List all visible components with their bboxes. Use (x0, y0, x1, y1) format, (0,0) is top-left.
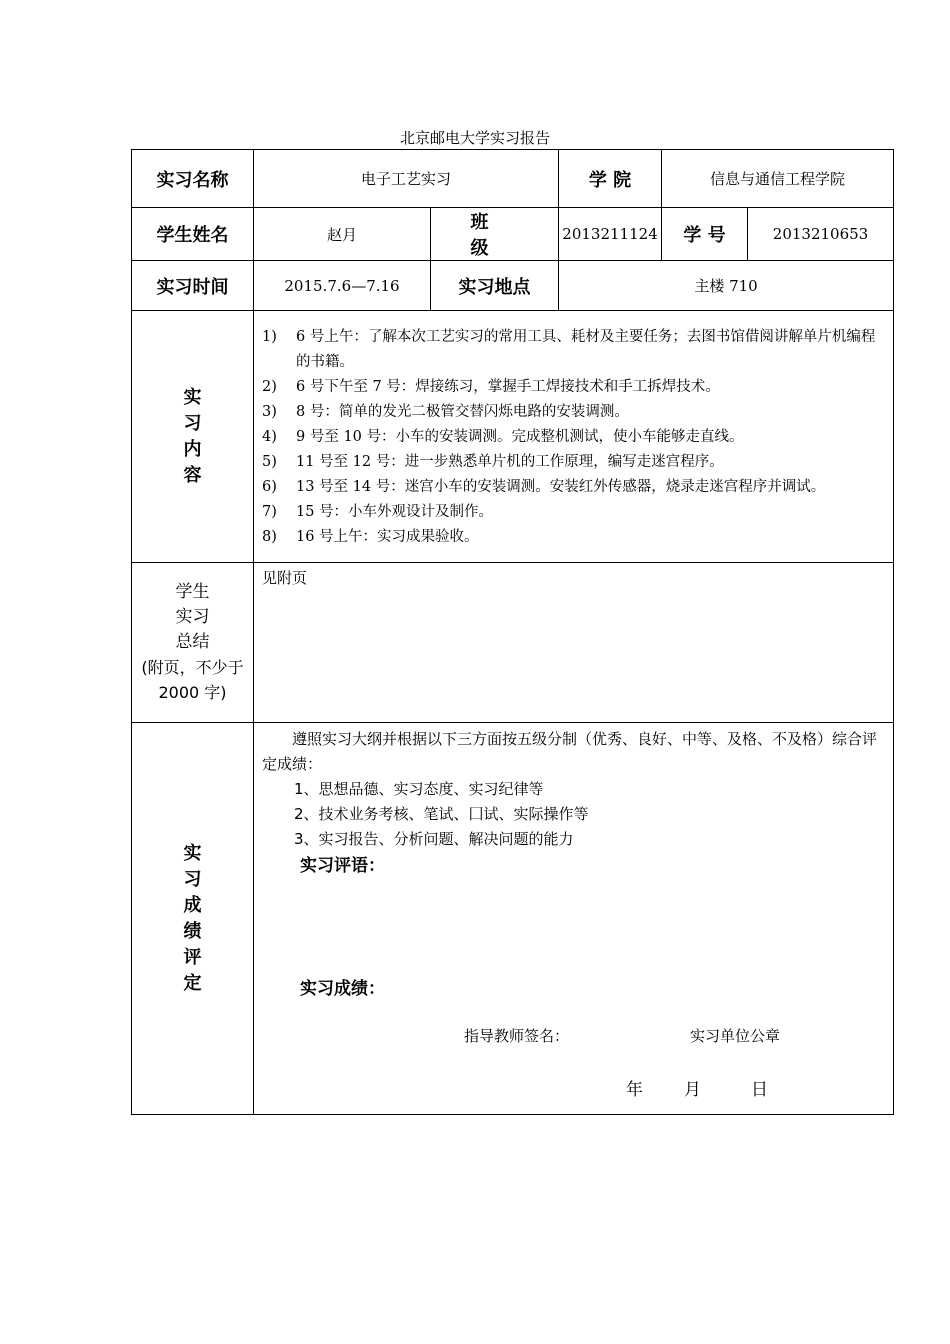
row-content (132, 311, 894, 563)
criteria-item: 1、思想品德、实习态度、实习纪律等 (294, 780, 544, 798)
id-value: 2013210653 (748, 208, 894, 261)
date-month: 月 (684, 1080, 701, 1100)
place-label: 实习地点 (431, 261, 559, 311)
list-item: 8) 16 号上午：实习成果验收。 (262, 529, 479, 545)
place-value: 主楼 710 (559, 261, 894, 311)
grade-label: 实习成绩： (300, 979, 385, 999)
list-item: 6) 13 号至 14 号：迷宫小车的安装调测。安装红外传感器，烧录走迷宫程序并调试。 (262, 479, 826, 495)
teacher-signature-label: 指导教师签名： (464, 1027, 570, 1045)
criteria-item: 3、实习报告、分析问题、解决问题的能力 (294, 830, 574, 848)
list-item: 3) 8 号：简单的发光二极管交替闪烁电路的安装调测。 (262, 404, 629, 420)
comment-label: 实习评语： (300, 856, 385, 876)
report-table (131, 149, 894, 1115)
content-body (254, 311, 894, 563)
evaluation-body (254, 723, 894, 1115)
date-year: 年 (626, 1080, 643, 1100)
list-item: 5) 11 号至 12 号：进一步熟悉单片机的工作原理，编写走迷宫程序。 (262, 454, 724, 470)
student-label: 学生姓名 (132, 208, 254, 261)
time-value: 2015.7.6—7.16 (254, 261, 431, 311)
content-label: 实 习 内 容 (132, 311, 254, 563)
name-value: 电子工艺实习 (254, 150, 559, 208)
summary-label: 学生 实习 总结 (附页，不少于 2000 字) (132, 563, 254, 723)
row-summary (132, 563, 894, 723)
evaluation-label: 实 习 成 绩 评 定 (132, 723, 254, 1115)
criteria-item: 2、技术业务考核、笔试、囗试、实际操作等 (294, 805, 589, 823)
id-label: 学 号 (662, 208, 748, 261)
list-item: 7) 15 号：小车外观设计及制作。 (262, 504, 494, 520)
class-value: 2013211124 (559, 208, 662, 261)
row-time (132, 261, 894, 311)
row-evaluation (132, 723, 894, 1115)
content-list (254, 311, 893, 562)
row-name (132, 150, 894, 208)
time-label: 实习时间 (132, 261, 254, 311)
summary-value: 见附页 (254, 563, 894, 723)
college-label: 学 院 (559, 150, 662, 208)
row-student (132, 208, 894, 261)
list-item: 4) 9 号至 10 号：小车的安装调测。完成整机测试，使小车能够走直线。 (262, 429, 744, 445)
document-title: 北京邮电大学实习报告 (399, 129, 550, 147)
evaluation-intro: 遵照实习大纲并根据以下三方面按五级分制（优秀、良好、中等、及格、不及格）综合评定成绩： (262, 730, 878, 773)
date-day: 日 (751, 1080, 768, 1100)
list-item: 1) 6 号上午：了解本次工艺实习的常用工具、耗材及主要任务；去图书馆借阅讲解单片机编程的书籍。 (262, 329, 876, 370)
list-item: 2) 6 号下午至 7 号：焊接练习，掌握手工焊接技术和手工拆焊技术。 (262, 379, 720, 395)
unit-seal-label: 实习单位公章 (690, 1027, 781, 1045)
student-value: 赵月 (254, 208, 431, 261)
college-value: 信息与通信工程学院 (662, 150, 894, 208)
class-label: 班 级 (431, 208, 559, 261)
name-label: 实习名称 (132, 150, 254, 208)
